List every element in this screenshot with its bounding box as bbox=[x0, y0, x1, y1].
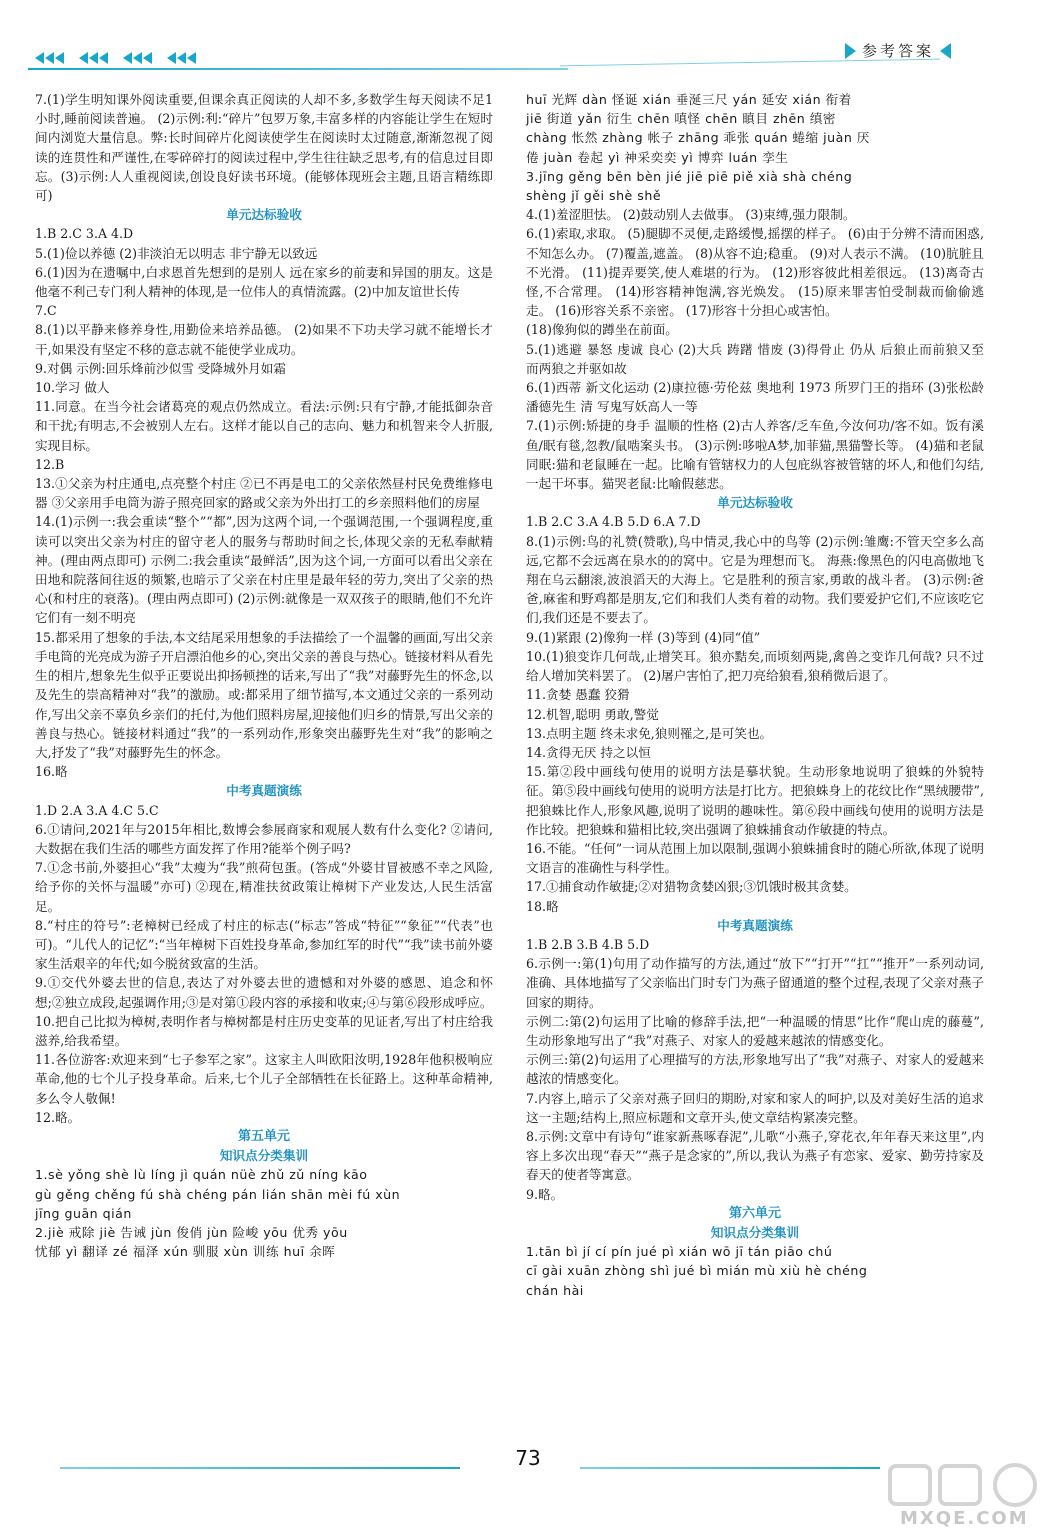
answer-paragraph: 7.C bbox=[35, 303, 57, 319]
unit-heading: 第六单元 bbox=[728, 1205, 781, 1221]
answer-paragraph: 6.(1)西蒂 新文化运动 (2)康拉德·劳伦兹 奥地利 1973 所罗门王的指环 (3)张松龄 潘德先生 清 写鬼写妖高人一等 bbox=[526, 380, 984, 415]
answer-paragraph: 8.“村庄的符号”:老樟树已经成了村庄的标志(“标志”答成“特征”“象征”“代表”也可)。“儿代人的记忆”:“当年樟树下百姓投身革命,参加红军的时代”“我”读书前外婆家生活艰辛的年代;如今脱贫致富的生活。 bbox=[35, 917, 493, 972]
answer-paragraph: 11.同意。在当今社会诸葛亮的观点仍然成立。看法:示例:只有宁静,才能抵御杂音和干扰;有明志,不会被别人左右。这样才能以自己的志向、魅力和机智来令人折服,实现目标。 bbox=[35, 399, 493, 453]
answer-paragraph: 1.B 2.B 3.B 4.B 5.D bbox=[526, 936, 650, 952]
pinyin-line: chàng 怅然 zhàng 帐子 zhāng 乖张 quán 蜷缩 juàn 厌 bbox=[526, 130, 870, 146]
pinyin-line: gù gěng chěng fú shà chéng pán lián shān mèi fú xùn bbox=[35, 1186, 401, 1202]
footer-rule-left bbox=[60, 1467, 460, 1469]
pinyin-line: jiē 街道 yǎn 衍生 chēn 嗔怪 chēn 瞋目 zhēn 缜密 bbox=[526, 111, 836, 127]
answer-paragraph: 13.点明主题 终未求免,狼则罹之,是可笑也。 bbox=[526, 725, 773, 741]
answer-paragraph: 16.不能。“任何”一词从范围上加以限制,强调小狼蛛捕食时的随心所欲,体现了说明文语言的准确性与科学性。 bbox=[526, 840, 984, 876]
pinyin-line: 1.sè yǒng shè lù líng jì quán nüè zhǔ zǔ níng kāo bbox=[35, 1167, 368, 1183]
answer-paragraph: 示例二:第(2)句运用了比喻的修辞手法,把“一种温暖的情思”比作“爬山虎的藤蔓”,生动形象地写出了“我”对燕子、对家人的爱越来越浓的情感变化。 bbox=[526, 1013, 984, 1048]
answer-paragraph: 18.略 bbox=[526, 898, 559, 914]
section-heading: 知识点分类集训 bbox=[219, 1148, 309, 1164]
answer-paragraph: 17.①捕食动作敏捷;②对猎物贪婪凶狠;③饥饿时极其贪婪。 bbox=[526, 879, 857, 895]
answer-paragraph: 12.机智,聪明 勇敢,警觉 bbox=[526, 706, 659, 722]
answer-paragraph: 14.(1)示例一:我会重读“整个”“都”,因为这两个词,一个强调范围,一个强调程度,重读可以突出父亲为村庄的留守老人的服务与帮助时间之长,体现父亲的无私奉献精神。(理由两点即可) 示例二:我会重读“最鲜活”,因为这个词,一方面可以看出父亲在田地和院落间往返的频繁,也暗示了父亲在村庄里是最年轻的劳力,突出了父亲的热心(和村庄的衰落)。(理由两点即可) (2)示例:就像是一双双孩子的眼睛,他们不允许它们有一刻不明亮 bbox=[35, 514, 493, 626]
pinyin-line: huī 光辉 dàn 怪诞 xián 垂涎三尺 yán 延安 xián 衔着 bbox=[526, 92, 852, 107]
answer-paragraph: 8.(1)示例:鸟的礼赞(赞歌),鸟中情灵,我心中的鸟等 (2)示例:雏鹰:不管天空多么高远,它都不会远离在泉水的的窝中。它是为理想而飞。 海燕:像黑色的闪电高傲地飞翔在乌云翻滚,波浪滔天的大海上。它是胜利的预言家,勇敢的战斗者。 (3)示例:爸爸,麻雀和野鸡都是朋友,它们和我们人类有着的动物。我们要爱护它们,不应该吃它们,我们还是不要去了。 bbox=[526, 533, 984, 626]
answer-paragraph: 6.(1)因为在遗嘱中,白求恩首先想到的是别人 远在家乡的前妻和异国的朋友。这是他毫不利己专门利人精神的体现,是一位伟人的真情流露。(2)中加友谊世长传 bbox=[35, 264, 493, 300]
answer-paragraph: 7.(1)学生明知课外阅读重要,但课余真正阅读的人却不多,多数学生每天阅读不足1小时,睡前阅读普遍。 (2)示例:利:“碎片”包罗万象,丰富多样的内容能让学生在短时间内浏览大量信息。弊:长时间碎片化阅读使学生在阅读时太过随意,渐渐忽视了阅读的连贯性和严谨性,在零碎碎打的阅读过程中,学生往往缺乏思考,有的信息过目即忘。(3)示例:人人重视阅读,创设良好读书环境。(能够体现班会主题,且语言精练即可) bbox=[35, 92, 493, 204]
arrow-left-icon bbox=[940, 43, 951, 59]
unit-heading: 第五单元 bbox=[237, 1128, 290, 1144]
header-rule bbox=[28, 68, 568, 70]
answer-paragraph: 10.把自己比拟为樟树,表明作者与樟树都是村庄历史变革的见证者,写出了村庄给我滋养,给我希望。 bbox=[35, 1013, 493, 1048]
answer-paragraph: 5.(1)俭以养德 (2)非淡泊无以明志 非宁静无以致远 bbox=[35, 245, 318, 261]
section-heading: 单元达标验收 bbox=[226, 207, 302, 223]
pinyin-line: 2.jiè 戒除 jiè 告诫 jùn 俊俏 jùn 险峻 yōu 优秀 yōu bbox=[35, 1224, 348, 1240]
answer-paragraph: 11.贪婪 愚蠢 狡猾 bbox=[526, 687, 630, 703]
footer-rule-right bbox=[580, 1467, 880, 1469]
pinyin-line: jīng guān qián bbox=[35, 1205, 132, 1221]
answer-paragraph: 14.贪得无厌 持之以恒 bbox=[526, 744, 651, 760]
answer-paragraph: 6.示例一:第(1)句用了动作描写的方法,通过“放下”“打开”“扛”“推开”一系列动词,准确、具体地描写了父亲临出门时专门为燕子留通道的整个过程,表现了父亲对燕子回家的期待。 bbox=[526, 956, 984, 1010]
answer-paragraph: 12.B bbox=[35, 456, 65, 472]
answer-paragraph: 9.略。 bbox=[526, 1186, 564, 1202]
answer-paragraph: 12.略。 bbox=[35, 1109, 81, 1125]
answer-paragraph: 8.(1)以平静来修养身性,用勤俭来培养品德。 (2)如果不下功夫学习就不能增长才干,如果没有坚定不移的意志就不能使学业成功。 bbox=[35, 322, 493, 357]
pinyin-line: shèng jǐ gěi shè shě bbox=[526, 188, 662, 204]
answer-paragraph: 4.(1)羞涩胆怯。 (2)鼓动别人去做事。 (3)束缚,强力限制。 bbox=[526, 207, 856, 223]
answer-paragraph: 1.B 2.C 3.A 4.D bbox=[35, 226, 134, 242]
left-column bbox=[35, 90, 493, 1261]
answer-paragraph: 5.(1)逃避 暴怒 虔诚 良心 (2)大兵 踌躇 惜废 (3)得骨止 仍从 后狼止而前狼又至 而两狼之并驱如故 bbox=[526, 341, 984, 376]
section-heading: 中考真题演练 bbox=[226, 783, 302, 799]
header-title: 参考答案 bbox=[862, 42, 935, 60]
answer-paragraph: 7.①念书前,外婆担心“我”太瘦为“我”煎荷包蛋。(答成“外婆甘冒被感不幸之风险,给予你的关怀与温暖”亦可) ②现在,精准扶贫政策让樟树下产业发达,人民生活富足。 bbox=[35, 860, 493, 914]
answer-paragraph: 1.D 2.A 3.A 4.C 5.C bbox=[35, 802, 159, 818]
answer-paragraph: 9.(1)紧跟 (2)像狗一样 (3)等到 (4)同“值” bbox=[526, 629, 761, 645]
chevron-decoration bbox=[35, 52, 197, 64]
right-column bbox=[526, 90, 984, 1300]
answer-paragraph: 10.(1)狼变诈几何哉,止增笑耳。狼亦黠矣,而顷刻两毙,禽兽之变诈几何哉? 只不过给人增加笑料罢了。 (2)屠户害怕了,把刀亮给狼看,狼稍微后退了。 bbox=[526, 648, 984, 684]
pinyin-line: 3.jīng gěng bēn bèn jié jiē piē piě xià shà chéng bbox=[526, 168, 853, 184]
answer-paragraph: 1.B 2.C 3.A 4.B 5.D 6.A 7.D bbox=[526, 514, 701, 530]
answer-paragraph: 10.学习 做人 bbox=[35, 380, 110, 396]
answer-paragraph: 15.第②段中画线句使用的说明方法是摹状貌。生动形象地说明了狼蛛的外貌特征。第⑤段中画线句使用的说明方法是打比方。把狼蛛身上的花纹比作“黑绒腰带”,把狼蛛比作人,形象风趣,说明了说明的趣味性。第⑥段中画线句使用的说明方法是作比较。把狼蛛和猫相比较,突出强调了狼蛛捕食动作敏捷的特点。 bbox=[526, 764, 984, 837]
page-number: 73 bbox=[515, 1446, 541, 1470]
answer-paragraph: 15.都采用了想象的手法,本文结尾采用想象的手法描绘了一个温馨的画面,写出父亲手电筒的光亮成为游子开启漂泊他乡的心,突出父亲的善良与热心。链接材料从看先生的相片,想象先生似乎正要说出抑扬顿挫的话来,写出了“我”对藤野先生的怀念,以及先生的崇高精神对“我”的激励。或:都采用了细节描写,本文通过父亲的一系列动作,写出父亲不辜负乡亲们的托付,为他们照料房屋,迎接他们归乡的情景,写出父亲的善良与热心。链接材料通过“我”的一系列动作,形象突出藤野先生对“我”的影响之大,抒发了“我”对藤野先生的怀念。 bbox=[35, 629, 493, 760]
pinyin-line: chán hài bbox=[526, 1282, 584, 1298]
section-heading: 单元达标验收 bbox=[717, 495, 793, 511]
answer-paragraph: 8.示例:文章中有诗句“谁家新燕啄春泥”,儿歌“小燕子,穿花衣,年年春天来这里”,内容上多次出现“春天”“燕子是念家的”,所以,我认为燕子有恋家、爱家、勤劳持家及春天的使者等寓意。 bbox=[526, 1128, 984, 1183]
answer-paragraph: 9.对偶 示例:回乐烽前沙似雪 受降城外月如霜 bbox=[35, 360, 286, 376]
pinyin-line: 倦 juàn 卷起 yì 神采奕奕 yì 博弈 luán 孪生 bbox=[526, 149, 789, 165]
page-header bbox=[0, 0, 1059, 80]
pinyin-line: 忧郁 yì 翻译 zé 福泽 xún 驯服 xùn 训练 huī 余晖 bbox=[35, 1244, 336, 1260]
answer-paragraph: 9.①交代外婆去世的信息,表达了对外婆去世的遗憾和对外婆的感恩、追念和怀想;②独立成段,起强调作用;③是对第①段内容的承接和收束;④与第⑥段形成呼应。 bbox=[35, 975, 493, 1010]
answer-paragraph: 7.(1)示例:矫捷的身手 温顺的性格 (2)古人养客/乏车鱼,今汝何功/客不如。饭有溪鱼/眠有毯,忽教/鼠啮案头书。 (3)示例:哆啦A梦,加菲猫,黑猫警长等。 (4)猫和老鼠同眠:猫和老鼠睡在一起。比喻有管辖权力的人包庇纵容被管辖的坏人,和他们勾结,一起干坏事。猫哭老鼠:比喻假慈悲。 bbox=[526, 418, 984, 492]
header-tag bbox=[845, 40, 951, 61]
answer-paragraph: (18)像狗似的蹲坐在前面。 bbox=[526, 322, 678, 338]
answer-paragraph: 16.略 bbox=[35, 764, 68, 780]
answer-paragraph: 11.各位游客:欢迎来到“七子参军之家”。这家主人叫欧阳汝明,1928年他积极响应革命,他的七个儿子投身革命。后来,七个儿子全部牺牲在长征路上。这种革命精神,多么令人敬佩! bbox=[35, 1052, 493, 1106]
answer-paragraph: 13.①父亲为村庄通电,点亮整个村庄 ②已不再是电工的父亲依然昼村民免费维修电器 ③父亲用手电筒为游子照亮回家的路或父亲为外出打工的乡亲照料他们的房屋 bbox=[35, 476, 493, 511]
arrow-right-icon bbox=[845, 43, 856, 59]
pinyin-line: cī gài xuān zhòng shì jué bì mián mù xiù hè chéng bbox=[526, 1263, 868, 1279]
answer-paragraph: 6.①请问,2021年与2015年相比,数博会参展商家和观展人数有什么变化? ②请问,大数据在我们生活的哪些方面发挥了作用?能举个例子吗? bbox=[35, 821, 493, 856]
section-heading: 中考真题演练 bbox=[717, 917, 793, 933]
answer-paragraph: 7.内容上,暗示了父亲对燕子回归的期盼,对家和家人的呵护,以及对美好生活的追求这一主题;结构上,照应标题和文章开头,使文章结构紧凑完整。 bbox=[526, 1090, 984, 1125]
watermark-text: MXQE.COM bbox=[900, 1508, 1029, 1529]
answer-paragraph: 6.(1)索取,求取。 (5)腿脚不灵便,走路缓慢,摇摆的样子。 (6)由于分辨不清而困惑,不知怎么办。 (7)覆盖,遮盖。 (8)从容不迫;稳重。 (9)对人表示不满。 (10)肮脏且不光滑。 (11)提弄要笑,使人难堪的行为。 (12)形容彼此相差很远。 (13)离奇古怪,不合常理。 (14)形容精神饱满,容光焕发。 (15)原来罪害怕受制裁而偷偷逃走。 (16)形容关系不亲密。 (17)形容十分担心或害怕。 bbox=[526, 226, 984, 319]
answer-paragraph: 示例三:第(2)句运用了心理描写的方法,形象地写出了“我”对燕子、对家人的爱越来越浓的情感变化。 bbox=[526, 1052, 984, 1087]
pinyin-line: 1.tān bì jí cí pín jué pì xián wō jī tán piāo chú bbox=[526, 1244, 833, 1260]
section-heading: 知识点分类集训 bbox=[710, 1224, 800, 1240]
